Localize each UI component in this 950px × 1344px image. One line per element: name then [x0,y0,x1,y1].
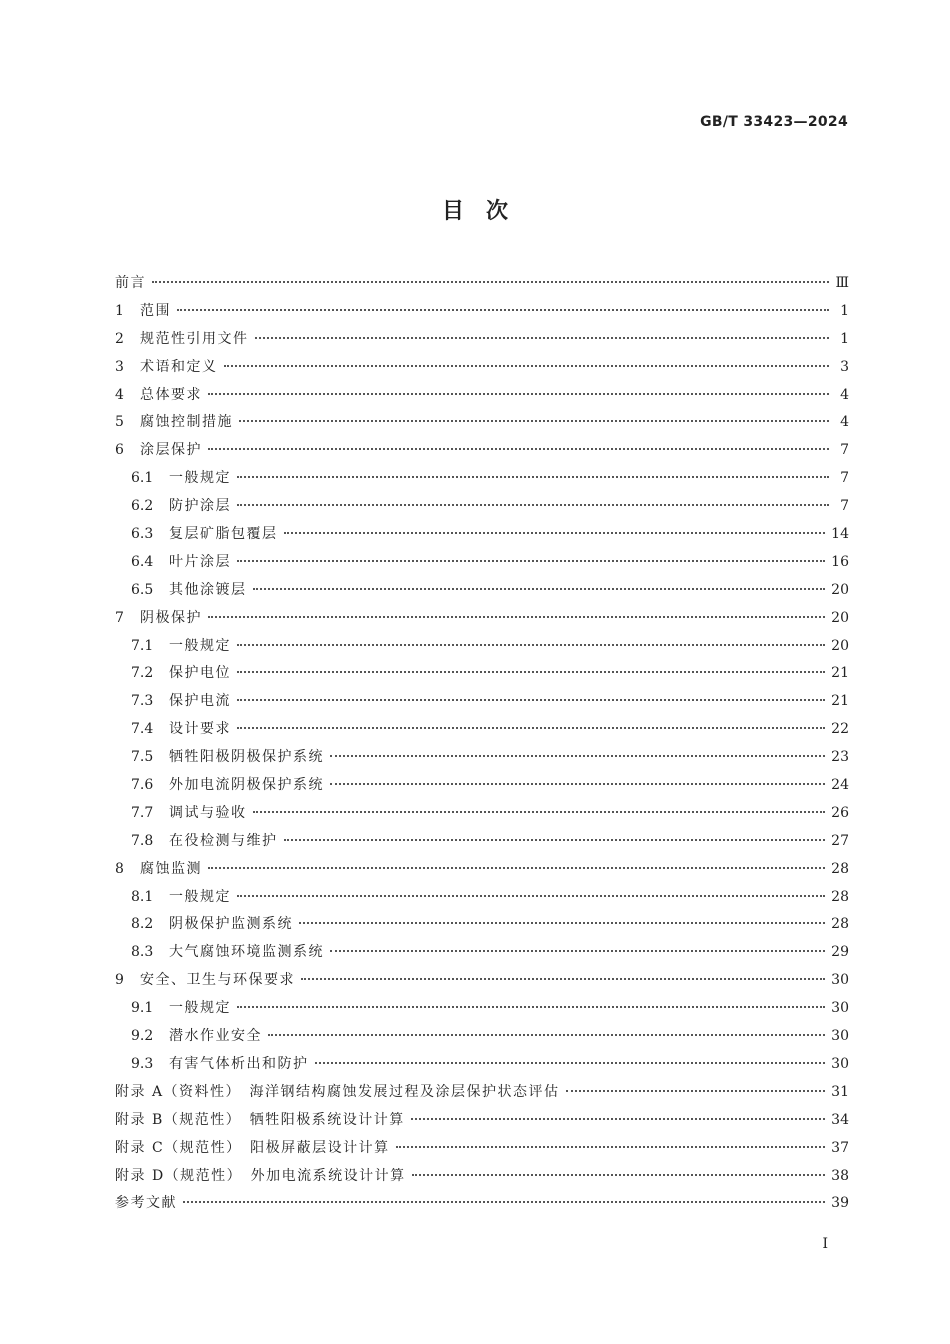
toc-entry-label: 腐蚀控制措施 [140,414,233,431]
toc-entry-number: 6 [115,442,124,459]
toc-entry-number: 7.7 [131,804,154,821]
toc-entry-label: 阴极保护监测系统 [169,916,293,933]
toc-dot-leader [237,559,825,562]
toc-entry[interactable] [115,326,849,354]
toc-entry-page: 28 [831,888,849,905]
toc-entry-number: 5 [115,414,124,431]
toc-entry-label: 附录 B（规范性） 牺牲阳极系统设计计算 [115,1111,405,1128]
toc-entry-label: 在役检测与维护 [169,832,278,849]
toc-entry-number: 9 [115,972,124,989]
table-of-contents [115,270,849,1218]
toc-entry-page: 20 [831,609,849,626]
toc-entry[interactable] [115,772,849,800]
toc-entry[interactable] [115,1079,849,1107]
toc-entry[interactable] [115,995,849,1023]
toc-entry-number: 7.6 [131,777,154,794]
toc-entry-page: Ⅲ [835,275,849,291]
toc-entry-page: 26 [831,804,849,821]
toc-entry[interactable] [115,688,849,716]
toc-dot-leader [177,308,829,311]
toc-dot-leader [237,698,825,701]
toc-dot-leader [239,419,829,422]
toc-entry[interactable] [115,884,849,912]
toc-dot-leader [208,615,825,618]
toc-entry-number: 8.3 [131,944,154,961]
toc-entry-page: 1 [840,302,849,319]
toc-entry[interactable] [115,409,849,437]
toc-entry-page: 4 [840,386,849,403]
toc-entry-page: 30 [831,1000,849,1017]
toc-entry-label: 其他涂镀层 [169,581,247,598]
toc-dot-leader [315,1061,826,1064]
toc-entry-label: 前言 [115,275,146,291]
toc-entry-number: 6.3 [131,526,154,543]
toc-entry[interactable] [115,605,849,633]
toc-dot-leader [208,866,825,869]
toc-entry[interactable] [115,1190,849,1218]
toc-dot-leader [152,280,829,283]
toc-entry[interactable] [115,437,849,465]
toc-entry[interactable] [115,828,849,856]
toc-entry[interactable] [115,382,849,410]
toc-entry-label: 规范性引用文件 [140,330,249,347]
toc-entry-number: 8.2 [131,916,154,933]
toc-entry-page: 1 [840,330,849,347]
toc-dot-leader [330,754,825,757]
toc-dot-leader [284,838,826,841]
toc-entry-label: 有害气体析出和防护 [169,1055,309,1072]
toc-dot-leader [411,1117,825,1120]
toc-entry-label: 设计要求 [169,721,231,738]
toc-entry-number: 6.2 [131,498,154,515]
toc-entry-page: 37 [831,1139,849,1156]
toc-entry-number: 2 [115,330,124,347]
toc-entry-number: 7.4 [131,721,154,738]
toc-dot-leader [268,1033,825,1036]
toc-entry[interactable] [115,633,849,661]
toc-entry[interactable] [115,521,849,549]
toc-entry-number: 6.5 [131,581,154,598]
toc-entry-label: 附录 A（资料性） 海洋钢结构腐蚀发展过程及涂层保护状态评估 [115,1083,560,1100]
toc-entry-page: 21 [831,665,849,682]
toc-entry-label: 参考文献 [115,1195,177,1212]
toc-entry-page: 28 [831,916,849,933]
toc-entry-label: 安全、卫生与环保要求 [140,972,295,989]
toc-entry-page: 34 [831,1111,849,1128]
toc-entry-label: 附录 C（规范性） 阳极屏蔽层设计计算 [115,1139,390,1156]
toc-entry-label: 附录 D（规范性） 外加电流系统设计计算 [115,1167,406,1184]
toc-entry-label: 涂层保护 [140,442,202,459]
toc-dot-leader [224,364,830,367]
toc-entry-number: 8.1 [131,888,154,905]
toc-dot-leader [396,1145,826,1148]
toc-entry-page: 38 [831,1167,849,1184]
toc-dot-leader [237,726,825,729]
toc-entry-page: 22 [831,721,849,738]
toc-entry[interactable] [115,744,849,772]
toc-entry-page: 20 [831,581,849,598]
toc-entry-number: 7 [115,609,124,626]
toc-dot-leader [183,1200,825,1203]
toc-entry-page: 30 [831,972,849,989]
toc-entry-label: 阴极保护 [140,609,202,626]
toc-dot-leader [330,949,825,952]
toc-entry-number: 6.1 [131,470,154,487]
page-number: I [822,1236,828,1252]
toc-entry[interactable] [115,465,849,493]
toc-entry-page: 14 [831,526,849,543]
toc-entry[interactable] [115,716,849,744]
toc-entry[interactable] [115,939,849,967]
toc-entry-label: 防护涂层 [169,498,231,515]
toc-entry-label: 潜水作业安全 [169,1028,262,1045]
toc-entry-label: 一般规定 [169,470,231,487]
toc-entry-label: 外加电流阴极保护系统 [169,777,324,794]
toc-entry[interactable] [115,967,849,995]
toc-entry[interactable] [115,549,849,577]
toc-entry[interactable] [115,856,849,884]
toc-entry-number: 8 [115,860,124,877]
toc-entry-page: 3 [840,358,849,375]
toc-entry-number: 7.5 [131,749,154,766]
toc-entry-label: 一般规定 [169,637,231,654]
toc-entry-number: 7.1 [131,637,154,654]
toc-entry-number: 9.1 [131,1000,154,1017]
toc-dot-leader [566,1089,826,1092]
toc-entry-page: 31 [831,1083,849,1100]
toc-entry[interactable] [115,1135,849,1163]
toc-dot-leader [237,643,825,646]
toc-dot-leader [208,392,829,395]
toc-entry-number: 9.2 [131,1028,154,1045]
toc-entry-label: 叶片涂层 [169,553,231,570]
toc-entry-page: 29 [831,944,849,961]
toc-entry-label: 保护电流 [169,693,231,710]
toc-entry[interactable] [115,577,849,605]
toc-dot-leader [237,1005,825,1008]
toc-dot-leader [255,336,830,339]
toc-entry-page: 7 [840,442,849,459]
toc-entry-page: 28 [831,860,849,877]
toc-dot-leader [237,503,829,506]
toc-entry-number: 3 [115,358,124,375]
toc-entry[interactable] [115,1051,849,1079]
toc-entry-label: 保护电位 [169,665,231,682]
toc-entry[interactable] [115,800,849,828]
toc-dot-leader [412,1173,825,1176]
toc-entry-number: 4 [115,386,124,403]
toc-entry-page: 39 [831,1195,849,1212]
toc-entry[interactable] [115,270,849,298]
toc-entry[interactable] [115,493,849,521]
toc-dot-leader [253,810,826,813]
toc-entry-page: 30 [831,1028,849,1045]
toc-entry-page: 7 [840,470,849,487]
toc-dot-leader [330,782,825,785]
toc-entry-number: 7.8 [131,832,154,849]
toc-entry[interactable] [115,911,849,939]
toc-dot-leader [237,475,829,478]
toc-entry-number: 7.3 [131,693,154,710]
toc-entry[interactable] [115,354,849,382]
toc-entry-number: 9.3 [131,1055,154,1072]
toc-entry-label: 复层矿脂包覆层 [169,526,278,543]
toc-entry-label: 范围 [140,302,171,319]
toc-entry[interactable] [115,298,849,326]
toc-entry-label: 调试与验收 [169,804,247,821]
toc-entry[interactable] [115,1023,849,1051]
toc-entry-page: 24 [831,777,849,794]
toc-entry-label: 大气腐蚀环境监测系统 [169,944,324,961]
toc-entry-label: 一般规定 [169,1000,231,1017]
toc-dot-leader [301,977,825,980]
toc-entry-label: 牺牲阳极阴极保护系统 [169,749,324,766]
toc-entry-label: 术语和定义 [140,358,218,375]
toc-entry-page: 23 [831,749,849,766]
standard-code: GB/T 33423—2024 [700,114,848,130]
toc-entry-page: 30 [831,1055,849,1072]
toc-entry-number: 7.2 [131,665,154,682]
toc-entry-label: 总体要求 [140,386,202,403]
toc-entry[interactable] [115,660,849,688]
toc-dot-leader [208,447,829,450]
toc-entry-label: 一般规定 [169,888,231,905]
toc-dot-leader [237,670,825,673]
toc-entry-page: 7 [840,498,849,515]
toc-entry-page: 4 [840,414,849,431]
toc-entry-number: 1 [115,302,124,319]
toc-entry-page: 16 [831,553,849,570]
toc-entry-page: 20 [831,637,849,654]
toc-dot-leader [299,921,825,924]
toc-entry-label: 腐蚀监测 [140,860,202,877]
toc-entry-page: 27 [831,832,849,849]
toc-dot-leader [284,531,826,534]
toc-entry-number: 6.4 [131,553,154,570]
page-title: 目 次 [441,199,508,224]
toc-entry-page: 21 [831,693,849,710]
toc-entry[interactable] [115,1107,849,1135]
toc-dot-leader [253,587,826,590]
toc-entry[interactable] [115,1163,849,1191]
toc-dot-leader [237,894,825,897]
